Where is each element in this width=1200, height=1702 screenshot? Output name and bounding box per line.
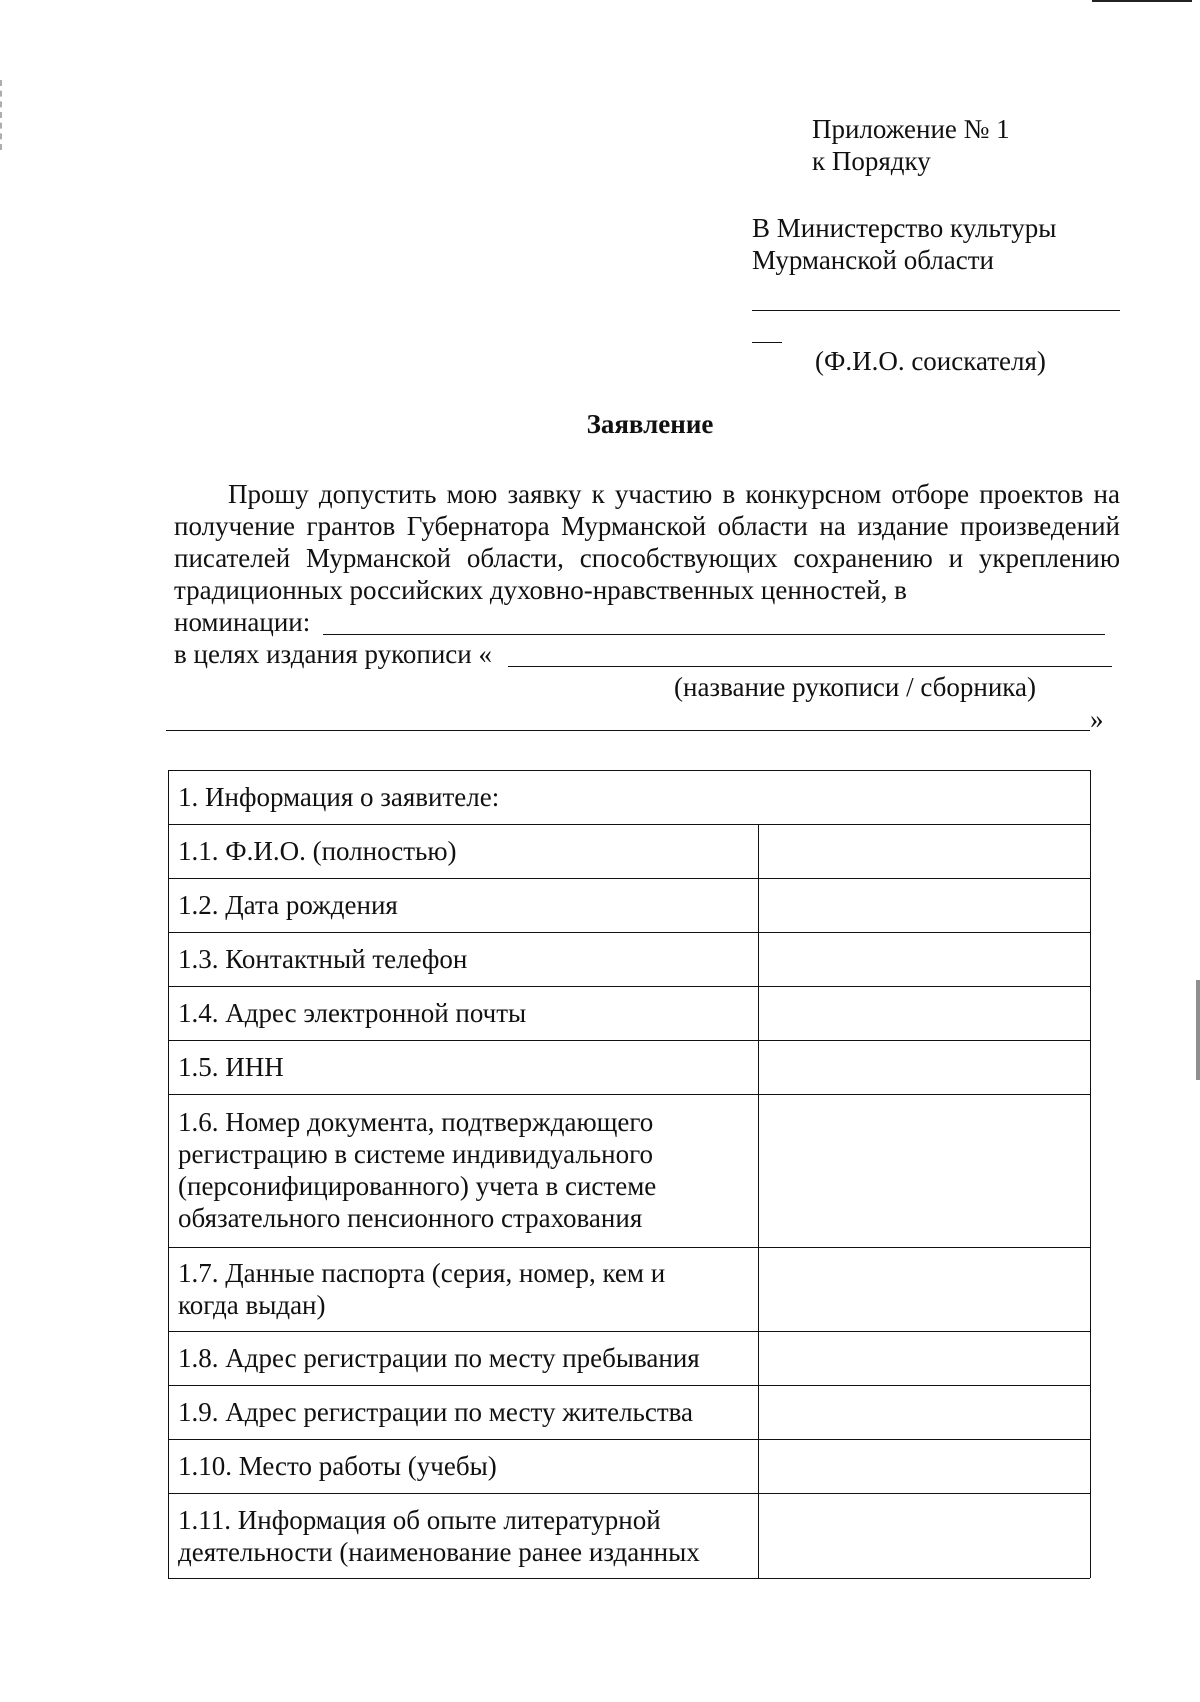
manuscript-label: в целях издания рукописи « <box>174 639 492 669</box>
table-row-label: 1.3. Контактный телефон <box>178 944 468 974</box>
table-row-label: 1.8. Адрес регистрации по месту пребывания <box>178 1343 700 1373</box>
table-row-label: 1.11. Информация об опыте литературной деятельности (наименование ранее изданных <box>178 1505 700 1567</box>
recipient-block <box>752 212 1056 276</box>
table-row-label: 1.6. Номер документа, подтверждающего регистрацию в системе индивидуального (персонифицированного) учета в системе обязательного пенсионного страхования <box>178 1107 657 1233</box>
recipient-region: Мурманской области <box>752 245 994 275</box>
table-row-label: 1.4. Адрес электронной почты <box>178 998 527 1028</box>
closing-quote: » <box>1090 704 1104 734</box>
manuscript-title-field[interactable] <box>508 666 1112 667</box>
application-paragraph: Прошу допустить мою заявку к участию в конкурсном отборе проектов на получение грантов Губернатора Мурманской области на издание произведений писателей Мурманской области, способствующих сохранению и укреплению традиционных российских духовно-нравственных ценностей, в <box>174 479 1120 605</box>
recipient-ministry: В Министерство культуры <box>752 213 1057 243</box>
table-row-label: 1.9. Адрес регистрации по месту жительства <box>178 1397 694 1427</box>
scan-edge-mark <box>1196 980 1200 1080</box>
table-row-label: 1.5. ИНН <box>178 1052 284 1082</box>
appendix-number: Приложение № 1 <box>812 114 1010 144</box>
nomination-field[interactable] <box>323 634 1105 635</box>
table-row-label: 1.10. Место работы (учебы) <box>178 1451 497 1481</box>
nomination-label: номинации: <box>174 607 311 637</box>
appendix-reference: к Порядку <box>812 146 931 176</box>
applicant-name-line-continuation <box>752 342 782 343</box>
appendix-block <box>812 113 1010 177</box>
scan-mark <box>1092 0 1192 2</box>
applicant-name-caption: (Ф.И.О. соискателя) <box>815 346 1046 376</box>
manuscript-title-field-continuation[interactable] <box>166 730 1090 731</box>
table-row-label: 1.7. Данные паспорта (серия, номер, кем и когда выдан) <box>178 1258 666 1320</box>
table-row-label: 1.1. Ф.И.О. (полностью) <box>178 836 457 866</box>
table-row-label: 1.2. Дата рождения <box>178 890 398 920</box>
manuscript-caption: (название рукописи / сборника) <box>674 672 1036 702</box>
table-section-title: 1. Информация о заявителе: <box>178 782 500 812</box>
applicant-name-line[interactable] <box>752 310 1120 311</box>
applicant-info-table <box>168 770 1090 1580</box>
scan-edge-mark <box>0 80 5 150</box>
document-title: Заявление <box>586 409 714 439</box>
